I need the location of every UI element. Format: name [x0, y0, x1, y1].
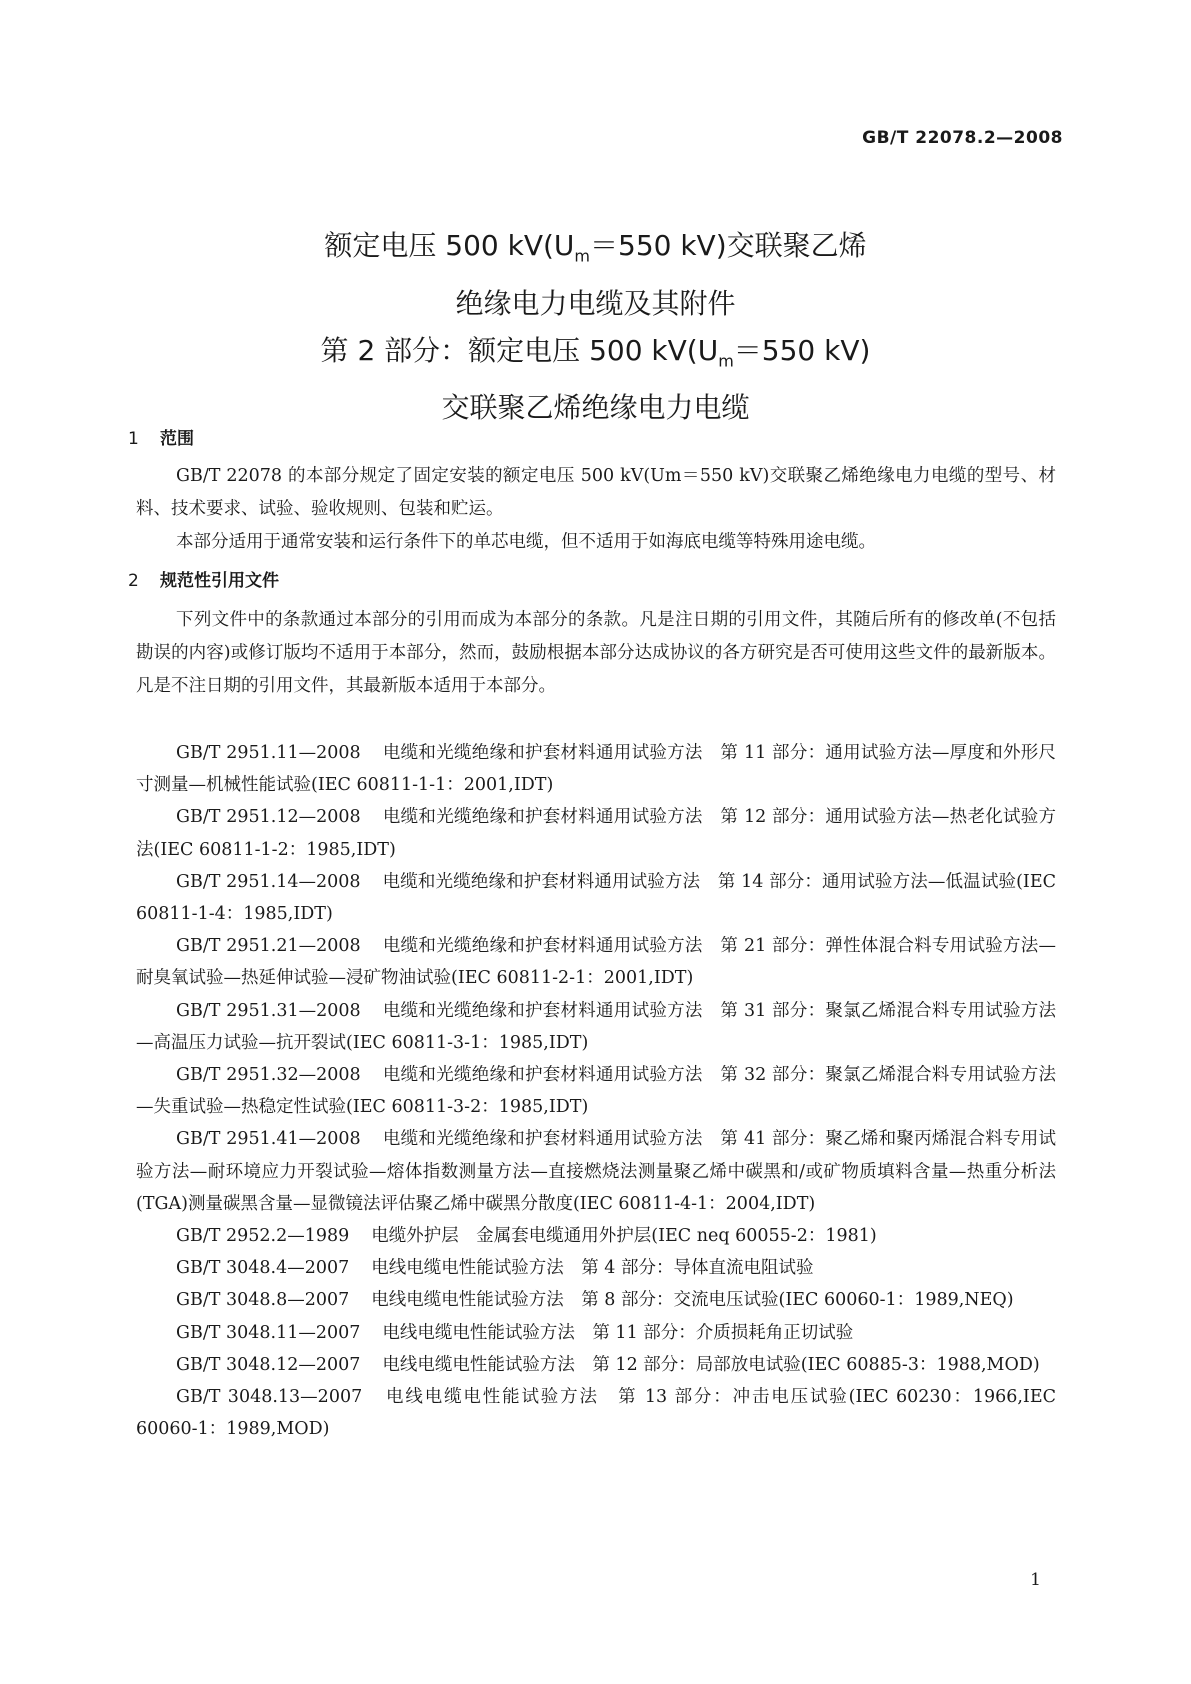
paragraph: 下列文件中的条款通过本部分的引用而成为本部分的条款。凡是注日期的引用文件，其随后所有的修改单(不包括勘误的内容)或修订版均不适用于本部分，然而，鼓励根据本部分达成协议的各方研究是否可使用这些文件的最新版本。凡是不注日期的引用文件，其最新版本适用于本部分。 — [136, 610, 1056, 696]
reference-item: GB/T 3048.11—2007 电线电缆电性能试验方法 第 11 部分：介质损耗角正切试验 — [176, 1322, 854, 1343]
section-title: 范围 — [160, 429, 194, 449]
reference-item: GB/T 2951.31—2008 电缆和光缆绝缘和护套材料通用试验方法 第 31 部分：聚氯乙烯混合料专用试验方法—高温压力试验—抗开裂试(IEC 60811-3-1：1985,IDT) — [136, 1000, 1056, 1053]
title-line-3: 第 2 部分：额定电压 500 $kV(U_m=550$ kV) — [320, 333, 871, 371]
section-number: 1 — [128, 429, 139, 449]
section-2-heading — [128, 566, 279, 591]
reference-item: GB/T 2951.32—2008 电缆和光缆绝缘和护套材料通用试验方法 第 32 部分：聚氯乙烯混合料专用试验方法—失重试验—热稳定性试验(IEC 60811-3-2：1985,IDT) — [136, 1065, 1056, 1118]
standard-code: GB/T 22078.2—2008 — [862, 128, 1063, 148]
reference-item: GB/T 3048.12—2007 电线电缆电性能试验方法 第 12 部分：局部放电试验(IEC 60885-3：1988,MOD) — [176, 1354, 1040, 1375]
title-line-2: 绝缘电力电缆及其附件 — [455, 286, 736, 320]
section-number: 2 — [128, 571, 139, 591]
reference-item: GB/T 3048.8—2007 电线电缆电性能试验方法 第 8 部分：交流电压试验(IEC 60060-1：1989,NEQ) — [176, 1290, 1014, 1311]
section-1-body — [136, 460, 1056, 559]
title-line-4: 交联聚乙烯绝缘电力电缆 — [441, 391, 750, 425]
document-title — [0, 222, 1191, 431]
section-2-intro — [136, 604, 1056, 703]
section-title: 规范性引用文件 — [160, 571, 279, 591]
reference-item: GB/T 2951.41—2008 电缆和光缆绝缘和护套材料通用试验方法 第 41 部分：聚乙烯和聚丙烯混合料专用试验方法—耐环境应力开裂试验—熔体指数测量方法—直接燃烧法测量聚乙烯中碳黑和/或矿物质填料含量—热重分析法(TGA)测量碳黑含量—显微镜法评估聚乙烯中碳黑分散度(IEC 60811-4-1：2004,IDT) — [136, 1129, 1056, 1214]
reference-item: GB/T 3048.13—2007 电线电缆电性能试验方法 第 13 部分：冲击电压试验(IEC 60230：1966,IEC 60060-1：1989,MOD) — [136, 1387, 1056, 1440]
page-number: 1 — [1030, 1570, 1041, 1590]
paragraph: 本部分适用于通常安装和运行条件下的单芯电缆，但不适用于如海底电缆等特殊用途电缆。 — [176, 532, 876, 552]
title-line-1: 额定电压 500 $kV(U_m=550$ kV)交联聚乙烯 — [324, 229, 867, 266]
paragraph: GB/T 22078 的本部分规定了固定安装的额定电压 500 kV(Um＝550 kV)交联聚乙烯绝缘电力电缆的型号、材料、技术要求、试验、验收规则、包装和贮运。 — [136, 466, 1056, 519]
reference-item: GB/T 2952.2—1989 电缆外护层 金属套电缆通用外护层(IEC neq 60055-2：1981) — [176, 1226, 877, 1247]
reference-item: GB/T 3048.4—2007 电线电缆电性能试验方法 第 4 部分：导体直流电阻试验 — [176, 1258, 814, 1279]
reference-list — [136, 737, 1056, 1445]
reference-item: GB/T 2951.11—2008 电缆和光缆绝缘和护套材料通用试验方法 第 11 部分：通用试验方法—厚度和外形尺寸测量—机械性能试验(IEC 60811-1-1：2001,IDT) — [136, 743, 1056, 796]
section-1-heading — [128, 424, 194, 449]
reference-item: GB/T 2951.21—2008 电缆和光缆绝缘和护套材料通用试验方法 第 21 部分：弹性体混合料专用试验方法—耐臭氧试验—热延伸试验—浸矿物油试验(IEC 60811-2-1：2001,IDT) — [136, 936, 1056, 989]
reference-item: GB/T 2951.14—2008 电缆和光缆绝缘和护套材料通用试验方法 第 14 部分：通用试验方法—低温试验(IEC 60811-1-4：1985,IDT) — [136, 871, 1056, 925]
reference-item: GB/T 2951.12—2008 电缆和光缆绝缘和护套材料通用试验方法 第 12 部分：通用试验方法—热老化试验方法(IEC 60811-1-2：1985,IDT) — [136, 807, 1056, 860]
